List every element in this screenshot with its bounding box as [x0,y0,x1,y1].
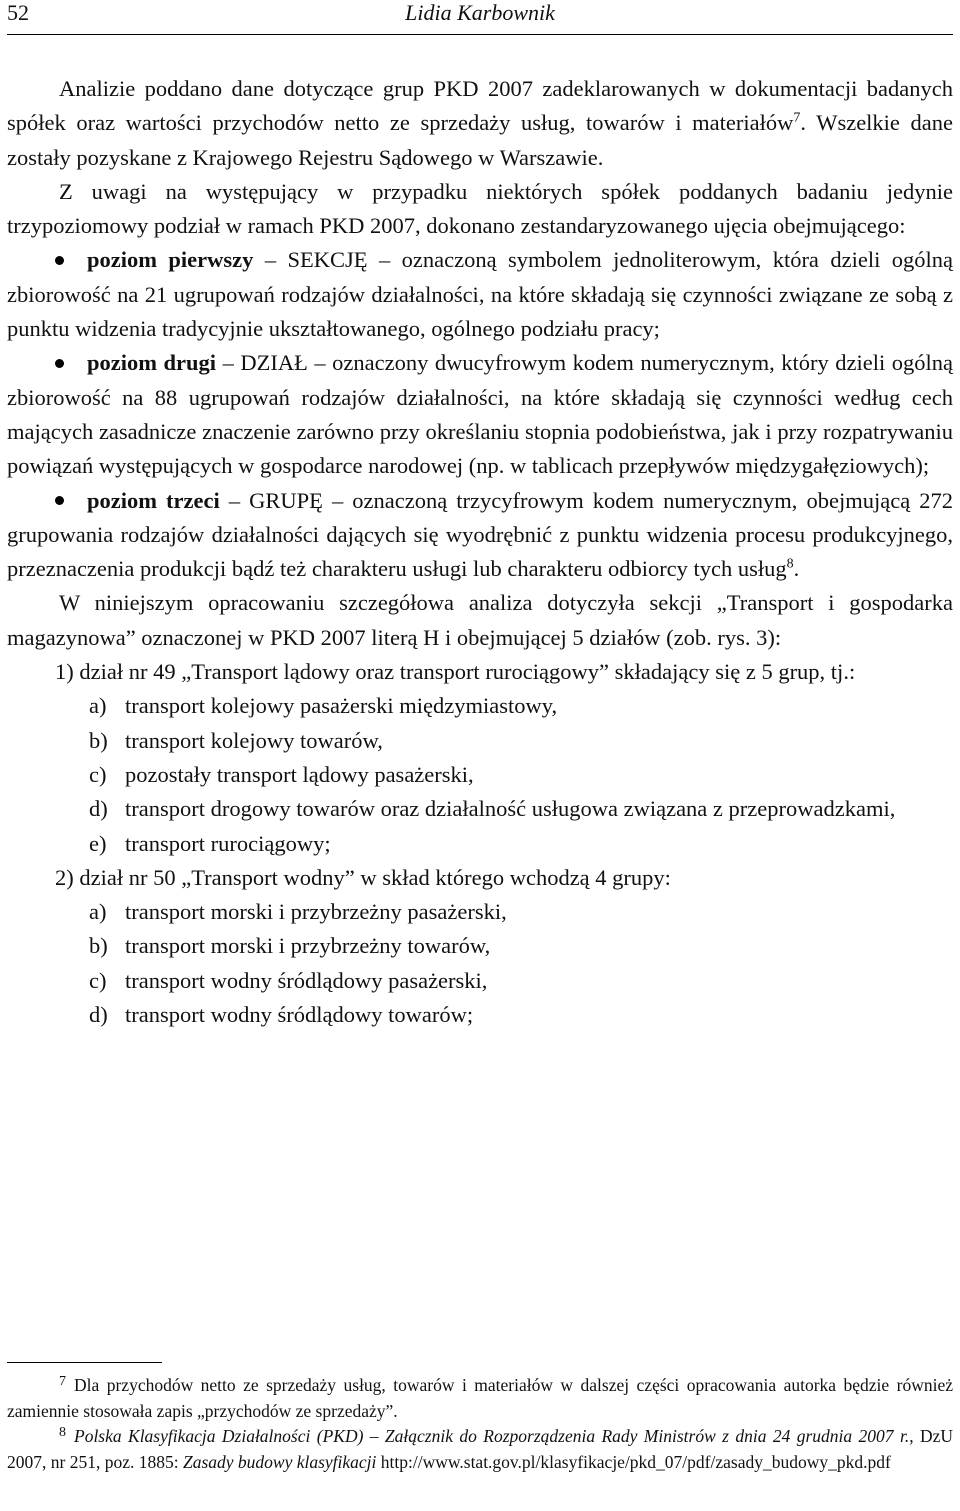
item-text: transport kolejowy pasażerski międzymiastowy, [125,693,558,719]
dept-50-item-a [7,895,953,929]
footnote-number: 8 [59,1425,66,1440]
dept-50-item-c [7,964,953,998]
bullet-icon [55,243,87,277]
item-text: transport morski i przybrzeżny towarów, [125,933,491,959]
dept-49-item-a [7,689,953,723]
item-text: pozostały transport lądowy pasażerski, [125,761,474,787]
bullet-item-1 [7,243,953,346]
department-50: 2) dział nr 50 „Transport wodny” w skład którego wchodzą 4 grupy: [55,864,671,890]
footnote-number: 7 [59,1374,66,1389]
footnote-title-2: Zasady budowy klasyfikacji [182,1451,377,1472]
bullet-end: . [793,556,800,582]
dept-49-item-d [7,792,953,826]
running-head: Lidia Karbownik [405,0,555,25]
footnote-title: Polska Klasyfikacja Działalności (PKD) – Załącznik do Rozporządzenia Rady Ministrów z dnia 24 grudnia 2007 r. [74,1426,910,1446]
bullet-icon [55,484,87,518]
item-label: b) [89,933,108,959]
footnote-8 [7,1424,953,1475]
dept-49-item-e [7,827,953,861]
footnote-url-link[interactable]: http://www.stat.gov.pl/klasyfikacje/pkd_07/pdf/zasady_budowy_pkd.pdf [380,1451,891,1472]
dept-49-item-c [7,758,953,792]
bullet-term: poziom drugi [87,350,217,376]
paragraph-1 [7,72,953,175]
dept-50-item-b [7,929,953,963]
footnote-text: Dla przychodów netto ze sprzedaży usług, towarów i materiałów w dalszej części opracowania autorka będzie również zamiennie stosowała zapis „przychodów ze sprzedaży”. [7,1375,953,1421]
bullet-text: – DZIAŁ – oznaczony dwucyfrowym kodem numerycznym, który dzieli ogólną zbiorowość na 88 ugrupowań rodzajów działalności, na które składają się czynności według cech mających zasadnicze znaczenie zarówno przy określaniu stopnia podobieństwa, jak i przy rozpatrywaniu powiązań występujących w gospodarce narodowej (np. w tablicach przepływów międzygałęziowych); [7,350,954,479]
footnote-7 [7,1373,953,1424]
item-text: transport drogowy towarów oraz działalność usługowa związana z przeprowadzkami, [125,796,896,822]
item-label: d) [89,1002,108,1028]
department-49: 1) dział nr 49 „Transport lądowy oraz transport rurociągowy” składający się z 5 grup, tj.: [55,659,856,685]
item-text: transport kolejowy towarów, [125,727,383,753]
dept-50-item-d [7,998,953,1032]
bullet-item-3 [7,484,953,587]
bullet-item-2 [7,346,953,483]
item-text: transport wodny śródlądowy pasażerski, [125,967,488,993]
page-number: 52 [7,0,29,25]
paragraph-3: W niniejszym opracowaniu szczegółowa analiza dotyczyła sekcji „Transport i gospodarka magazynowa” oznaczonej w PKD 2007 literą H i obejmującej 5 działów (zob. rys. 3): [7,590,953,650]
paragraph-2: Z uwagi na występujący w przypadku niektórych spółek poddanych badaniu jedynie trzypoziomowy podział w ramach PKD 2007, dokonano zestandaryzowanego ujęcia obejmującego: [7,178,953,239]
footnote-separator [7,1362,162,1363]
bullet-term: poziom pierwszy [87,247,254,273]
header-rule [7,34,953,35]
item-label: c) [89,967,107,993]
page-header [7,0,953,26]
bullet-term: poziom trzeci [87,487,220,513]
item-label: e) [89,830,107,856]
item-label: a) [89,693,107,719]
footnote-text: , DzU 2007, nr 251, poz. 1885: [7,1426,954,1472]
item-label: d) [89,796,108,822]
bullet-text: – GRUPĘ – oznaczoną trzycyfrowym kodem numerycznym, obejmującą 272 grupowania rodzajów działalności dających się wyodrębnić z punktu widzenia procesu produkcyjnego, przeznaczenia produkcji bądź też charakteru usługi lub charakteru odbiorcy tych usług [7,487,953,582]
item-label: b) [89,727,108,753]
item-label: a) [89,899,107,925]
item-text: transport wodny śródlądowy towarów; [125,1002,474,1028]
item-text: transport rurociągowy; [125,830,331,856]
body-text [7,72,953,1032]
bullet-text: – SEKCJĘ – oznaczoną symbolem jednoliterowym, która dzieli ogólną zbiorowość na 21 ugrupowań rodzajów działalności, na które składają się czynności związane ze sobą z punktu widzenia tradycyjnie ukształtowanego, ogólnego podziału pracy; [7,247,953,342]
footnote-ref-8[interactable]: 8 [786,556,794,572]
footnotes [7,1362,953,1475]
footnote-ref-7[interactable]: 7 [793,110,801,126]
item-label: c) [89,761,107,787]
paragraph-1-text: Analizie poddano dane dotyczące grup PKD 2007 zadeklarowanych w dokumentacji badanych spółek oraz wartości przychodów netto ze sprzedaży usług, towarów i materiałów [7,76,953,136]
bullet-icon [55,346,87,380]
item-text: transport morski i przybrzeżny pasażerski, [125,899,507,925]
paragraph-1-end: . Wszelkie dane zostały pozyskane z Krajowego Rejestru Sądowego w Warszawie. [7,110,953,170]
dept-49-item-b [7,724,953,758]
